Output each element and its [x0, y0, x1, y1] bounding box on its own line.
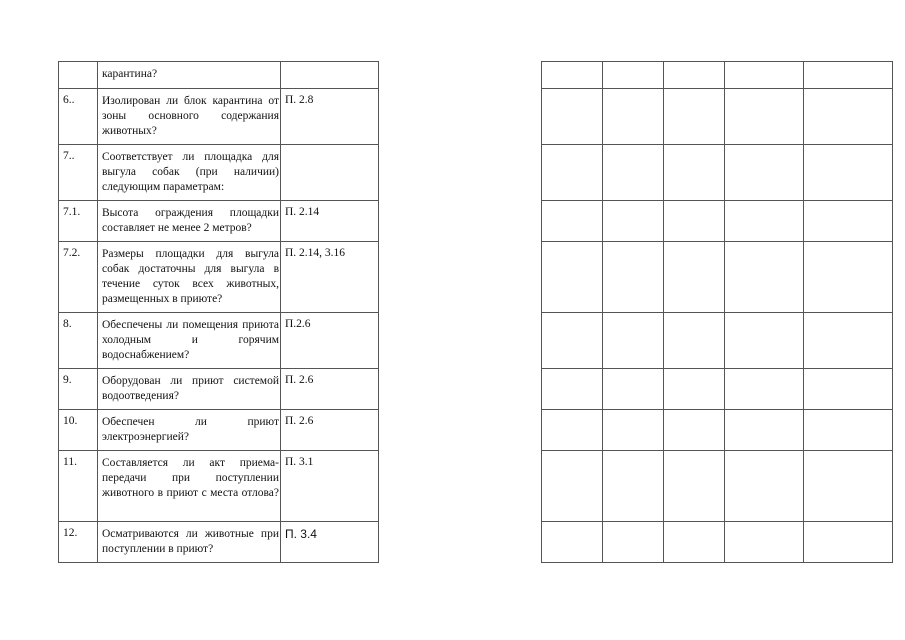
table-row: [59, 201, 379, 242]
table-row: [59, 62, 379, 89]
answer-cell: [664, 451, 725, 522]
answer-cell: [542, 145, 603, 201]
question-text: Соответствует ли площадка для выгула собак (при наличии) следующим параметрам:: [98, 145, 281, 201]
answer-cell: [725, 410, 804, 451]
answer-cell: [542, 242, 603, 313]
answer-cell: [542, 522, 603, 563]
question-text: Высота ограждения площадки составляет не менее 2 метров?: [98, 201, 281, 242]
answer-cell: [804, 242, 893, 313]
answer-cell: [725, 145, 804, 201]
answer-cell: [542, 313, 603, 369]
table-row: [59, 522, 379, 563]
answer-cell: [804, 369, 893, 410]
answer-row: [542, 145, 893, 201]
question-text: Оборудован ли приют системой водоотведения?: [98, 369, 281, 410]
answer-cell: [664, 369, 725, 410]
regulation-reference: П. 2.8: [281, 89, 379, 145]
answer-cell: [542, 62, 603, 89]
regulation-reference: П. 3.4: [281, 522, 379, 563]
answer-cell: [542, 451, 603, 522]
answer-cell: [664, 242, 725, 313]
regulation-reference: П. 2.6: [281, 410, 379, 451]
answer-row: [542, 201, 893, 242]
answer-cell: [725, 89, 804, 145]
row-number: 7.2.: [59, 242, 98, 313]
answer-row: [542, 451, 893, 522]
row-number: 11.: [59, 451, 98, 522]
answer-cell: [725, 522, 804, 563]
question-text: Обеспечены ли помещения приюта холодным и горячим водоснабжением?: [98, 313, 281, 369]
question-text: Составляется ли акт приема-передачи при поступлении животного в приют с места отлова?: [98, 451, 281, 522]
question-text: Изолирован ли блок карантина от зоны основного содержания животных?: [98, 89, 281, 145]
regulation-reference: [281, 145, 379, 201]
answer-cell: [804, 410, 893, 451]
answer-cell: [664, 313, 725, 369]
row-number: [59, 62, 98, 89]
answer-cell: [725, 242, 804, 313]
row-number: 10.: [59, 410, 98, 451]
answer-cell: [542, 410, 603, 451]
question-text: Осматриваются ли животные при поступлении в приют?: [98, 522, 281, 563]
answer-cell: [725, 62, 804, 89]
answer-cell: [725, 201, 804, 242]
answer-row: [542, 522, 893, 563]
answer-cell: [664, 522, 725, 563]
table-row: [59, 410, 379, 451]
answer-cell: [603, 522, 664, 563]
answer-cell: [603, 89, 664, 145]
answer-row: [542, 369, 893, 410]
answer-cell: [603, 242, 664, 313]
regulation-reference: П. 3.1: [281, 451, 379, 522]
table-row: [59, 451, 379, 522]
table-row: [59, 145, 379, 201]
regulation-reference: [281, 62, 379, 89]
answer-cell: [603, 145, 664, 201]
answer-row: [542, 242, 893, 313]
answer-cell: [804, 89, 893, 145]
question-text: Обеспечен ли приют электроэнергией?: [98, 410, 281, 451]
table-row: [59, 313, 379, 369]
answer-cell: [804, 145, 893, 201]
regulation-reference: П.2.6: [281, 313, 379, 369]
answer-cell: [542, 369, 603, 410]
answer-cell: [664, 62, 725, 89]
answer-cell: [804, 451, 893, 522]
answer-grid: [541, 61, 893, 563]
answer-cell: [664, 89, 725, 145]
answer-cell: [725, 313, 804, 369]
checklist-table: [58, 61, 379, 563]
regulation-reference: П. 2.6: [281, 369, 379, 410]
answer-cell: [804, 62, 893, 89]
answer-cell: [603, 201, 664, 242]
regulation-reference: П. 2.14: [281, 201, 379, 242]
row-number: 12.: [59, 522, 98, 563]
answer-cell: [725, 451, 804, 522]
answer-cell: [804, 201, 893, 242]
table-row: [59, 369, 379, 410]
answer-cell: [664, 145, 725, 201]
answer-cell: [542, 201, 603, 242]
answer-cell: [542, 89, 603, 145]
answer-cell: [603, 369, 664, 410]
row-number: 6..: [59, 89, 98, 145]
answer-cell: [725, 369, 804, 410]
row-number: 7.1.: [59, 201, 98, 242]
table-row: [59, 242, 379, 313]
question-text: Размеры площадки для выгула собак достаточны для выгула в течение суток всех животных, размещенных в приюте?: [98, 242, 281, 313]
regulation-reference: П. 2.14, 3.16: [281, 242, 379, 313]
answer-row: [542, 62, 893, 89]
row-number: 7..: [59, 145, 98, 201]
answer-cell: [804, 313, 893, 369]
answer-cell: [603, 410, 664, 451]
row-number: 9.: [59, 369, 98, 410]
answer-row: [542, 89, 893, 145]
answer-row: [542, 313, 893, 369]
question-text: карантина?: [98, 62, 281, 89]
answer-cell: [664, 410, 725, 451]
answer-cell: [603, 62, 664, 89]
answer-cell: [804, 522, 893, 563]
answer-row: [542, 410, 893, 451]
answer-cell: [603, 313, 664, 369]
table-row: [59, 89, 379, 145]
answer-cell: [603, 451, 664, 522]
answer-cell: [664, 201, 725, 242]
row-number: 8.: [59, 313, 98, 369]
